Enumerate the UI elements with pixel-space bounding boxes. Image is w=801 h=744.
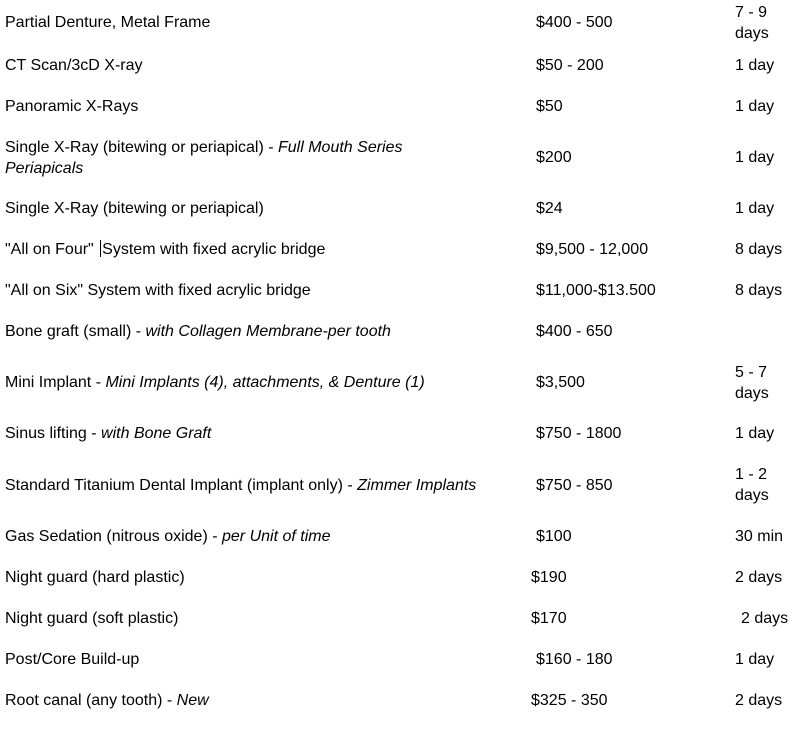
duration-cell — [725, 86, 801, 127]
duration-cell — [725, 311, 801, 352]
table-row — [0, 270, 801, 311]
price-cell — [525, 352, 725, 413]
procedure-name: Single X-Ray (bitewing or periapical) - — [5, 138, 278, 156]
price-value: $750 - 850 — [536, 476, 613, 494]
price-cell — [525, 270, 725, 311]
procedure-cell — [0, 229, 525, 270]
table-row — [0, 86, 801, 127]
procedure-name: Sinus lifting - — [5, 425, 102, 442]
price-cell — [525, 229, 725, 270]
procedure-name: Mini Implant - — [5, 374, 106, 391]
duration-cell — [725, 127, 801, 188]
price-cell — [525, 680, 725, 721]
price-value: $400 - 500 — [536, 14, 613, 31]
procedure-cell — [0, 188, 525, 229]
table-row — [0, 352, 801, 413]
table-row — [0, 454, 801, 516]
price-value: $100 — [536, 528, 572, 545]
duration-value: 8 days — [735, 241, 783, 258]
duration-cell — [725, 598, 801, 639]
price-value: $170 — [531, 610, 567, 627]
table-row — [0, 557, 801, 598]
procedure-name: CT Scan/3cD X-ray — [5, 57, 143, 74]
procedure-cell — [0, 516, 525, 557]
price-value: $190 — [531, 569, 567, 586]
procedure-cell — [0, 639, 525, 680]
procedure-name: Panoramic X-Rays — [5, 98, 139, 115]
procedure-name: Gas Sedation (nitrous oxide) - — [5, 528, 222, 545]
procedure-cell — [0, 352, 525, 413]
duration-cell — [725, 352, 801, 413]
table-row — [0, 639, 801, 680]
procedure-cell — [0, 86, 525, 127]
duration-value: 2 days — [735, 569, 783, 586]
duration-value: 1 day — [735, 425, 775, 442]
price-value: $9,500 - 12,000 — [536, 241, 649, 258]
duration-cell — [725, 639, 801, 680]
table-row — [0, 311, 801, 352]
procedure-name: Standard Titanium Dental Implant (implant only) - — [5, 476, 358, 494]
price-value: $50 — [536, 98, 563, 115]
procedure-name-continued: System with fixed acrylic bridge — [102, 241, 326, 258]
procedure-cell — [0, 454, 525, 516]
duration-value: 1 day — [735, 200, 775, 217]
duration-cell — [725, 413, 801, 454]
procedure-cell — [0, 598, 525, 639]
procedure-name: Partial Denture, Metal Frame — [5, 14, 211, 31]
duration-cell — [725, 680, 801, 721]
procedure-name: Root canal (any tooth) - — [5, 692, 177, 709]
price-value: $400 - 650 — [536, 323, 613, 340]
duration-value: 1 day — [735, 57, 775, 74]
price-cell — [525, 0, 725, 45]
price-cell — [525, 127, 725, 188]
price-value: $200 — [536, 149, 572, 166]
procedure-name: "All on Six" System with fixed acrylic bridge — [5, 282, 311, 299]
procedure-note: Full Mouth Series Periapicals — [5, 138, 403, 177]
duration-cell — [725, 270, 801, 311]
procedure-note: with Bone Graft — [101, 425, 212, 442]
price-cell — [525, 454, 725, 516]
duration-value: 8 days — [735, 282, 783, 299]
duration-cell — [725, 229, 801, 270]
table-row — [0, 598, 801, 639]
procedure-cell — [0, 0, 525, 45]
duration-cell — [725, 45, 801, 86]
table-row — [0, 127, 801, 188]
duration-value: 2 days — [741, 610, 789, 627]
duration-cell — [725, 454, 801, 516]
duration-value: 30 min — [735, 528, 784, 545]
duration-cell — [725, 188, 801, 229]
procedure-name: "All on Four" — [5, 241, 99, 258]
procedure-name: Night guard (hard plastic) — [5, 569, 185, 586]
procedure-name: Bone graft (small) - — [5, 323, 146, 340]
duration-value: 5 - 7 days — [735, 363, 769, 402]
price-cell — [525, 86, 725, 127]
table-row — [0, 45, 801, 86]
price-cell — [525, 516, 725, 557]
duration-cell — [725, 0, 801, 45]
duration-value: 1 day — [735, 98, 775, 115]
procedure-name: Single X-Ray (bitewing or periapical) — [5, 200, 264, 217]
price-cell — [525, 45, 725, 86]
duration-cell — [725, 557, 801, 598]
procedure-cell — [0, 45, 525, 86]
procedure-note: Mini Implants (4), attachments, & Denture (1) — [105, 374, 425, 391]
procedure-cell — [0, 413, 525, 454]
price-cell — [525, 639, 725, 680]
procedure-name: Post/Core Build-up — [5, 651, 140, 668]
duration-value: 2 days — [735, 692, 783, 709]
procedure-cell — [0, 311, 525, 352]
price-value: $160 - 180 — [536, 651, 613, 668]
price-value: $325 - 350 — [531, 692, 608, 709]
procedure-note: with Collagen Membrane-per tooth — [145, 323, 391, 340]
procedure-cell — [0, 557, 525, 598]
procedure-cell — [0, 127, 525, 188]
table-row — [0, 413, 801, 454]
price-cell — [525, 413, 725, 454]
price-cell — [525, 557, 725, 598]
procedure-cell — [0, 270, 525, 311]
procedure-note: Zimmer Implants — [357, 476, 477, 494]
table-row — [0, 516, 801, 557]
procedure-name: Night guard (soft plastic) — [5, 610, 179, 627]
price-value: $11,000-$13.500 — [536, 282, 656, 299]
price-cell — [525, 311, 725, 352]
table-row — [0, 229, 801, 270]
price-cell — [525, 188, 725, 229]
duration-cell — [725, 516, 801, 557]
table-row — [0, 0, 801, 45]
procedure-cell — [0, 680, 525, 721]
table-row — [0, 188, 801, 229]
duration-value: 1 day — [735, 651, 775, 668]
price-value: $750 - 1800 — [536, 425, 622, 442]
price-value: $24 — [536, 200, 563, 217]
price-value: $50 - 200 — [536, 57, 604, 74]
procedure-note: per Unit of time — [222, 528, 331, 545]
duration-value: 1 - 2 days — [735, 466, 769, 504]
duration-value: 1 day — [735, 149, 775, 166]
duration-value: 7 - 9 days — [735, 4, 769, 42]
table-row — [0, 680, 801, 721]
price-value: $3,500 — [536, 374, 585, 391]
price-cell — [525, 598, 725, 639]
procedure-note: New — [176, 692, 209, 709]
